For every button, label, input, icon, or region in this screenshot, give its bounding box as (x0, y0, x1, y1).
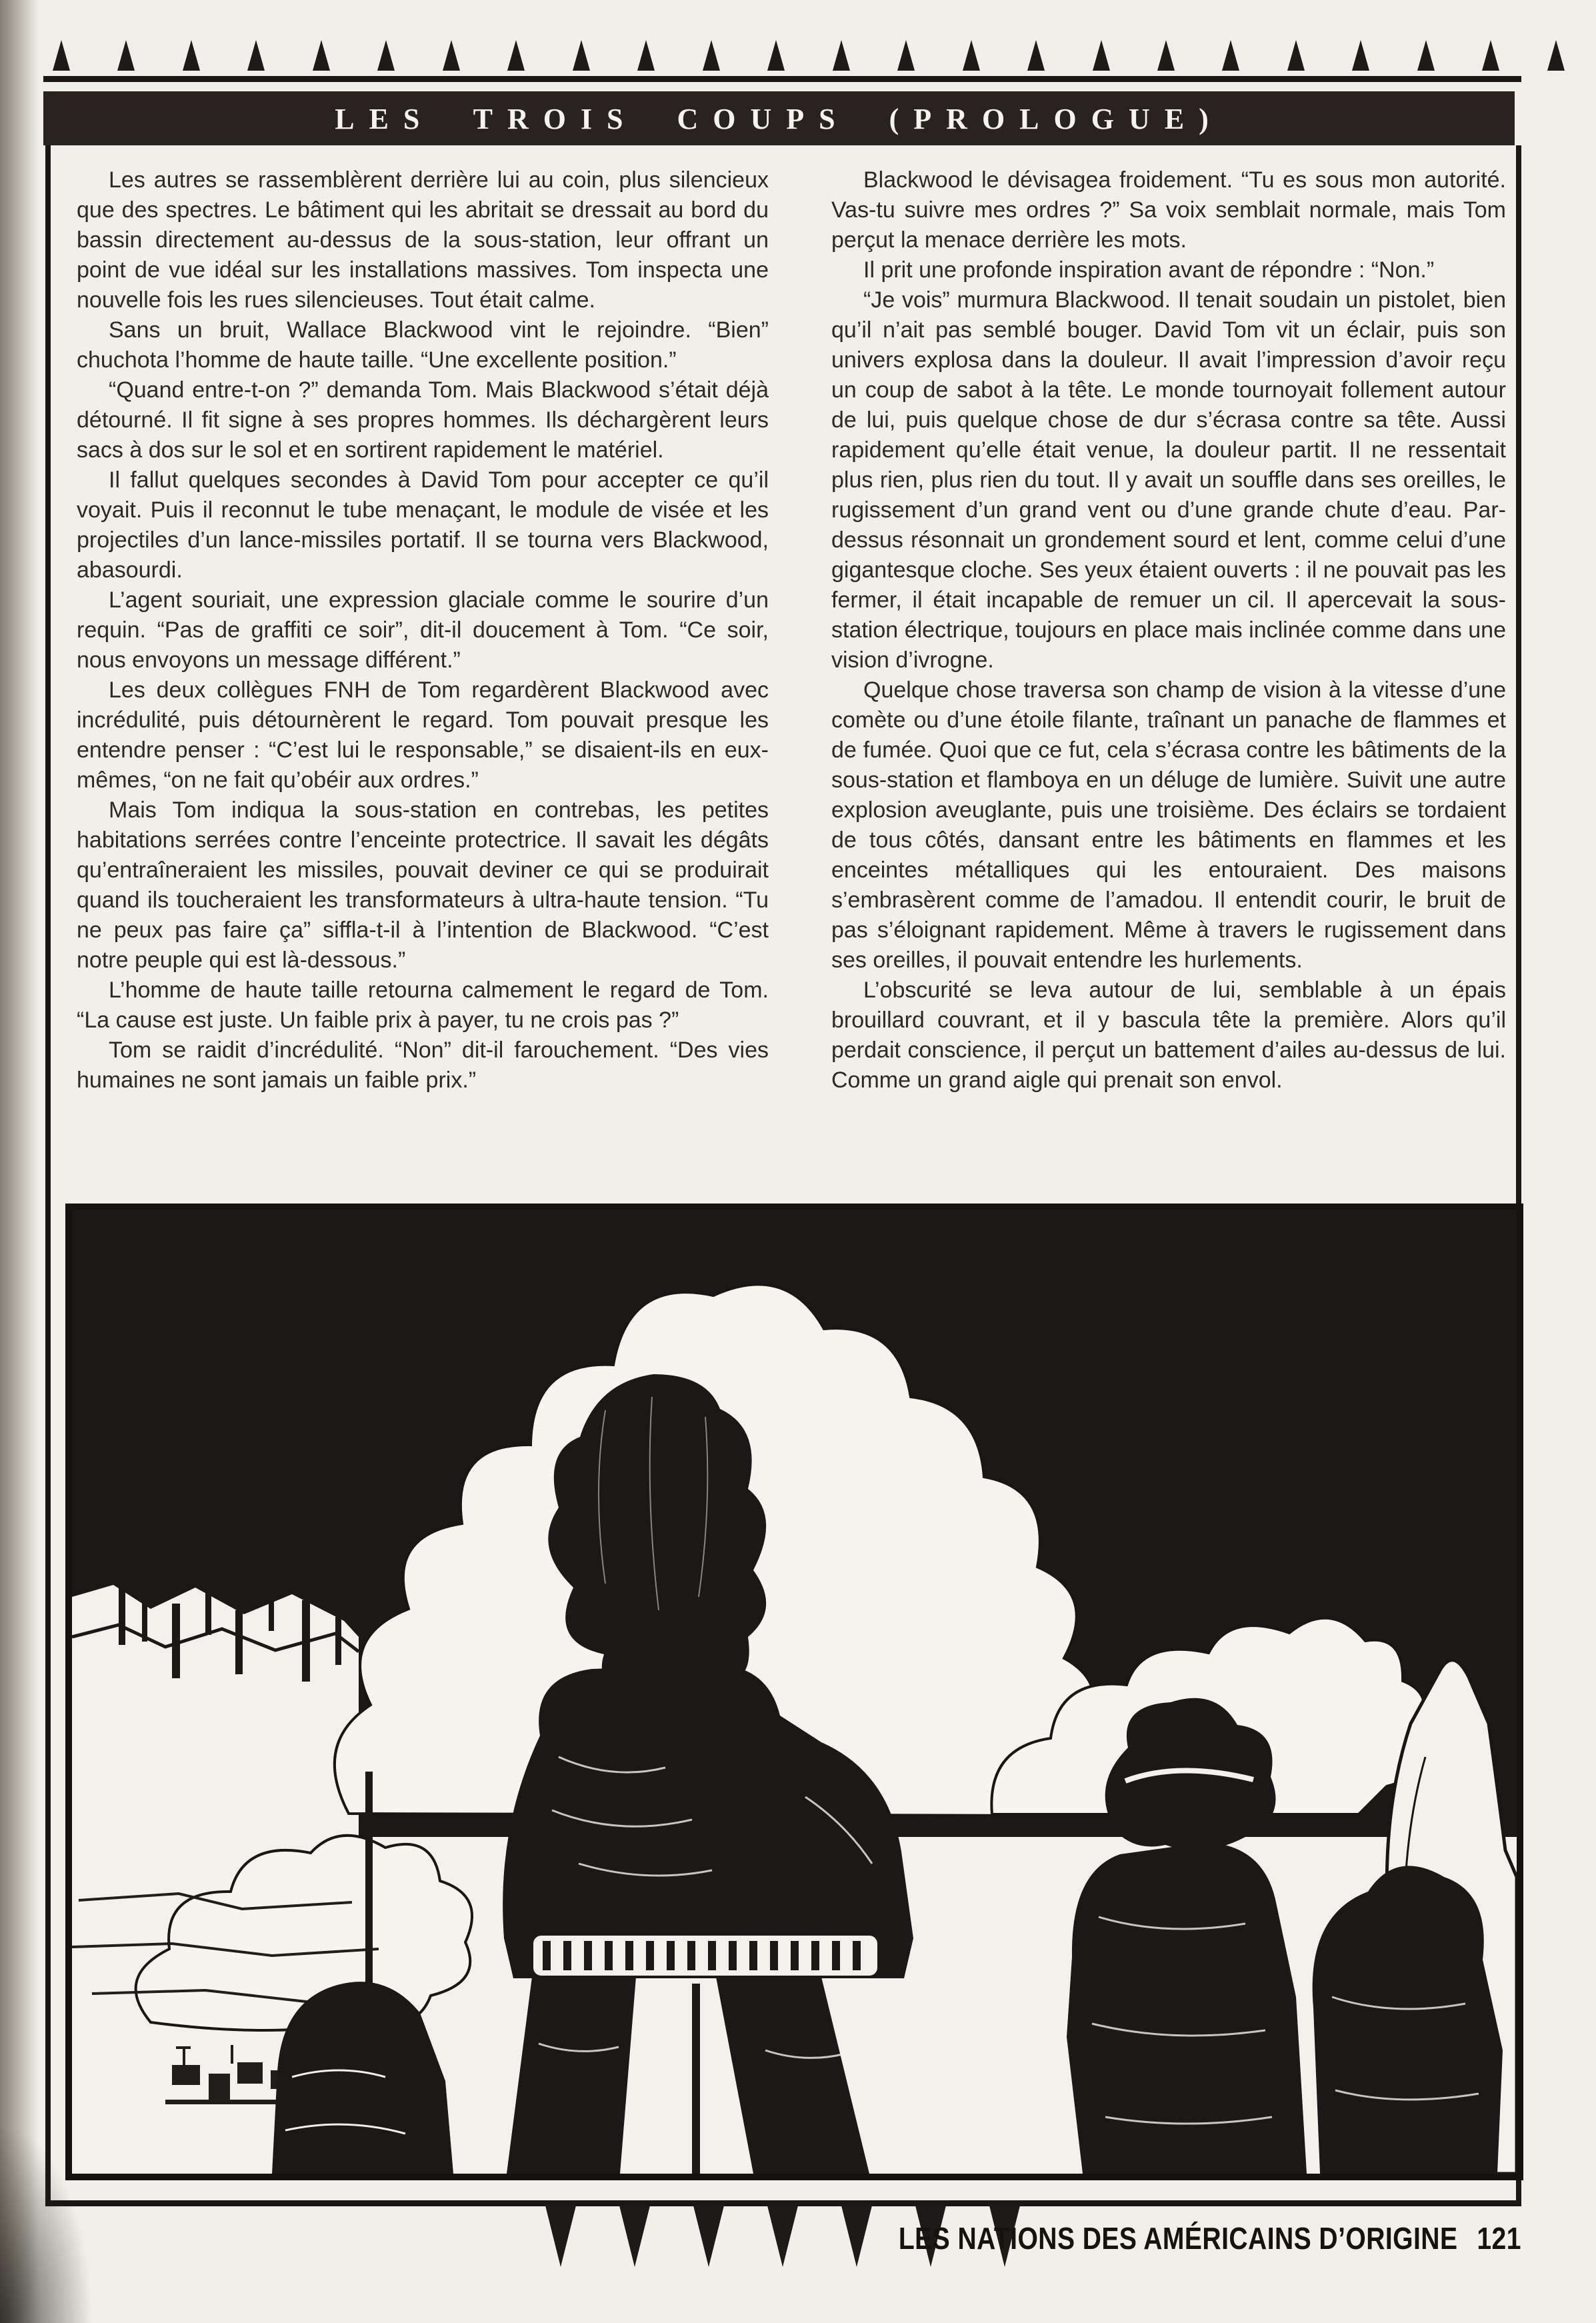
corner-scan-shadow (0, 2123, 93, 2323)
paragraph: Sans un bruit, Wallace Blackwood vint le rejoindre. “Bien” chuchota l’homme de haute taille. “Une excellente position.” (77, 317, 769, 373)
left-frame-rule (45, 145, 51, 2206)
triangle-up-ornament (1093, 40, 1110, 71)
paragraph: “Quand entre-t-on ?” demanda Tom. Mais Blackwood s’était déjà détourné. Il fit signe à ses propres hommes. Ils déchargèrent leurs sacs à dos sur le sol et en sortirent rapidement le matériel. (77, 377, 769, 463)
triangle-up-ornament (1417, 40, 1435, 71)
paragraph: Les autres se rassemblèrent derrière lui au coin, plus silencieux que des spectres. Le bâtiment qui les abritait se dressait au bord du bassin directement au-dessus de la sous-station, leur offrant un point de vue idéal sur les installations massives. Tom inspecta une nouvelle fois les rues silencieuses. Tout était calme. (77, 167, 769, 313)
triangle-up-ornament (247, 40, 265, 71)
paragraph: L’agent souriait, une expression glaciale comme le sourire d’un requin. “Pas de graffiti ce soir”, dit-il doucement à Tom. “Ce soir, nous envoyons un message différent.” (77, 587, 769, 673)
triangle-up-ornament (703, 40, 720, 71)
triangle-down-ornament (767, 2206, 798, 2267)
triangle-up-ornament (833, 40, 850, 71)
running-footer (899, 2220, 1521, 2256)
paragraph: Blackwood le dévisagea froidement. “Tu es sous mon autorité. Vas-tu suivre mes ordres ?” Sa voix semblait normale, mais Tom perçut la menace derrière les mots. (831, 167, 1506, 253)
story-column-right (831, 165, 1506, 1095)
triangle-up-ornament (637, 40, 655, 71)
triangle-up-ornament (377, 40, 395, 71)
paragraph: L’homme de haute taille retourna calmement le regard de Tom. “La cause est juste. Un faible prix à payer, tu ne crois pas ?” (77, 977, 769, 1033)
triangle-up-ornament (1027, 40, 1045, 71)
triangle-up-ornament (183, 40, 200, 71)
triangle-up-ornament (1222, 40, 1239, 71)
paragraph: Quelque chose traversa son champ de vision à la vitesse d’une comète ou d’une étoile filante, traînant un panache de flammes et de fumée. Quoi que ce fut, cela s’écrasa contre les bâtiments de la sous-station et flamboya en un déluge de lumière. Suivit une autre explosion aveuglante, puis une troisième. Des éclairs se tordaient de tous côtés, dansant entre les bâtiments en flammes et les enceintes métalliques qui les entouraient. Des maisons s’embrasèrent comme de l’amadou. Il entendit courir, le bruit de pas s’éloignant rapidement. Même à travers le rugissement dans ses oreilles, il pouvait entendre les hurlements. (831, 677, 1506, 973)
story-column-left (77, 165, 769, 1095)
page-number: 121 (1477, 2221, 1521, 2256)
chapter-header-bar (43, 91, 1515, 145)
triangle-up-ornament (573, 40, 590, 71)
chapter-title: LES TROIS COUPS (PROLOGUE) (335, 103, 1223, 135)
triangle-up-ornament (963, 40, 980, 71)
paragraph: Mais Tom indiqua la sous-station en contrebas, les petites habitations serrées contre l’enceinte protectrice. Il savait les dégâts qu’entraîneraient les missiles, pouvait deviner ce qui se produirait quand ils toucheraient les transformateurs à ultra-haute tension. “Tu ne peux pas faire ça” siffla-t-il à l’intention de Blackwood. “C’est notre peuple qui est là-dessous.” (77, 797, 769, 973)
triangle-up-ornament (507, 40, 525, 71)
top-ornament-row (53, 39, 1565, 71)
third-figure (1313, 1866, 1503, 2174)
triangle-up-ornament (1482, 40, 1499, 71)
triangle-up-ornament (1352, 40, 1369, 71)
paragraph: Il prit une profonde inspiration avant de répondre : “Non.” (863, 257, 1435, 283)
triangle-down-ornament (619, 2206, 650, 2267)
triangle-down-ornament (841, 2206, 872, 2267)
triangle-up-ornament (1547, 40, 1565, 71)
triangle-up-ornament (897, 40, 915, 71)
top-rule (43, 76, 1521, 82)
paragraph: L’obscurité se leva autour de lui, semblable à un épais brouillard couvrant, et il y bascula tête la première. Alors qu’il perdait conscience, il perçut un battement d’ailes au-dessus de lui. Comme un grand aigle qui prenait son envol. (831, 977, 1506, 1093)
triangle-down-ornament (693, 2206, 724, 2267)
story-illustration (72, 1210, 1517, 2174)
story-illustration-frame (65, 1204, 1523, 2180)
paragraph: “Je vois” murmura Blackwood. Il tenait soudain un pistolet, bien qu’il n’ait pas semblé bouger. David Tom vit un éclair, puis son univers explosa dans la douleur. Il avait l’impression d’avoir reçu un coup de sabot à la tête. Le monde tournoyait follement autour de lui, puis quelque chose de dur s’écrasa contre sa tête. Aussi rapidement qu’elle était venue, la douleur partit. Il ne ressentait plus rien, plus rien du tout. Il y avait un souffle dans ses oreilles, le rugissement d’un grand vent ou d’une grande chute d’eau. Par-dessus résonnait un grondement sourd et lent, comme celui d’une gigantesque cloche. Ses yeux étaient ouverts : il ne pouvait pas les fermer, il était incapable de remuer un cil. Il apercevait la sous-station électrique, toujours en place mais inclinée comme dans une vision d’ivrogne. (831, 287, 1506, 673)
triangle-down-ornament (545, 2206, 576, 2267)
book-title: LES NATIONS DES AMÉRICAINS D’ORIGINE (898, 2221, 1458, 2256)
triangle-up-ornament (313, 40, 330, 71)
page-gutter-shadow (0, 0, 39, 2323)
triangle-up-ornament (117, 40, 135, 71)
paragraph: Tom se raidit d’incrédulité. “Non” dit-il farouchement. “Des vies humaines ne sont jamais un faible prix.” (77, 1037, 769, 1093)
triangle-up-ornament (1157, 40, 1175, 71)
paragraph: Les deux collègues FNH de Tom regardèrent Blackwood avec incrédulité, puis détournèrent le regard. Tom pouvait presque les entendre penser : “C’est lui le responsable,” se disaient-ils en eux-mêmes, “on ne fait qu’obéir aux ordres.” (77, 677, 769, 793)
triangle-up-ornament (53, 40, 70, 71)
triangle-up-ornament (1287, 40, 1305, 71)
triangle-up-ornament (443, 40, 460, 71)
paragraph: Il fallut quelques secondes à David Tom pour accepter ce qu’il voyait. Puis il reconnut le tube menaçant, le module de visée et les projectiles d’un lance-missiles portatif. Il se tourna vers Blackwood, abasourdi. (77, 467, 769, 583)
triangle-up-ornament (767, 40, 785, 71)
